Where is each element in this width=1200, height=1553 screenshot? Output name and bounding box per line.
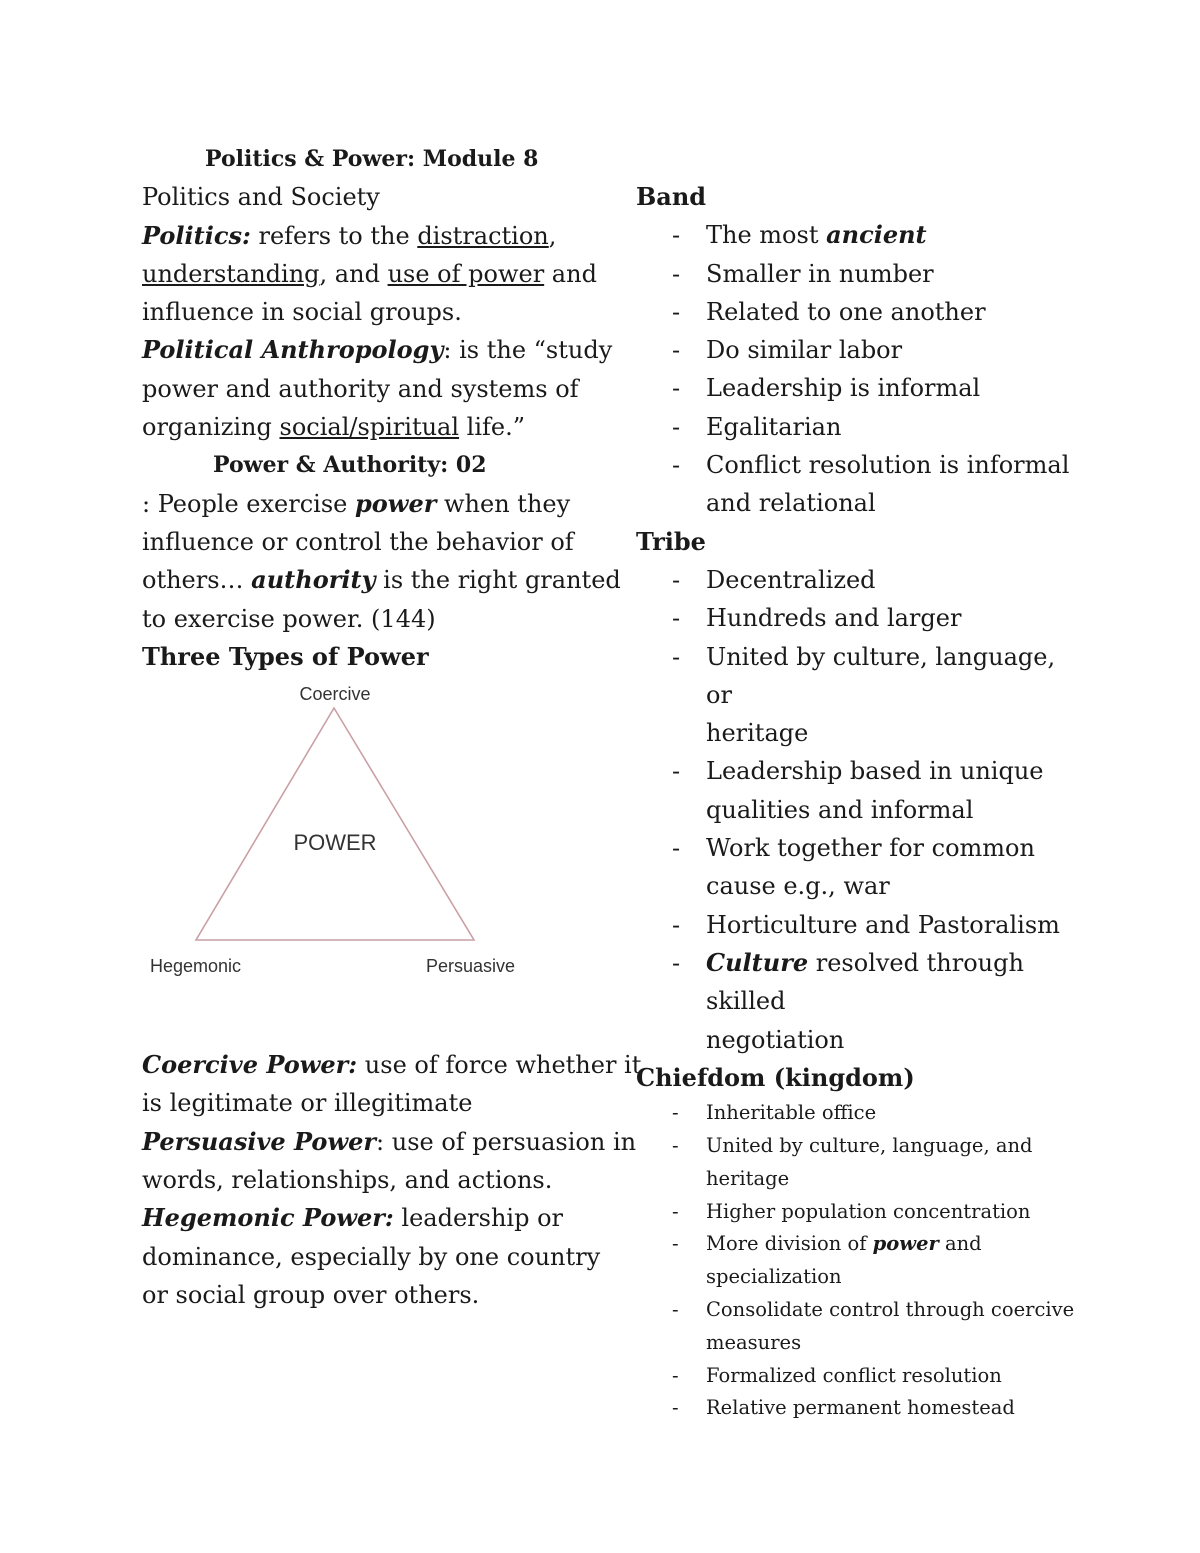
section-heading-politics-society: Politics and Society [142, 183, 380, 212]
text: The most [706, 221, 827, 250]
tribe-heading: Tribe [636, 526, 706, 556]
text: and relational [706, 489, 876, 518]
political-anthropology-term: Political Anthropology [142, 335, 444, 365]
text: cause e.g., war [706, 872, 890, 901]
list-item [636, 408, 1076, 446]
coercive-definition-line-1 [142, 1046, 642, 1084]
text: , [548, 221, 557, 250]
hegemonic-definition-line-1 [142, 1199, 562, 1237]
politics-definition-line-1 [142, 217, 562, 255]
text: Related to one another [706, 297, 986, 326]
right-column [636, 178, 1076, 1425]
tribe-list [636, 561, 1076, 1059]
text: heritage [706, 719, 809, 748]
text: specialization [706, 1265, 842, 1289]
power-authority-line-4: to exercise power. (144) [142, 604, 436, 633]
text: Decentralized [706, 565, 876, 594]
list-item [636, 1360, 1076, 1393]
dash: - [672, 834, 681, 863]
list-item [636, 561, 1076, 599]
term-authority: authority [251, 565, 376, 595]
dash: - [672, 451, 681, 480]
chiefdom-heading: Chiefdom (kingdom) [636, 1062, 915, 1092]
text: : People exercise [142, 489, 355, 518]
hegemonic-term: Hegemonic Power: [142, 1203, 394, 1233]
text: and [938, 1232, 982, 1256]
term-ancient: ancient [826, 220, 927, 250]
term-power: power [872, 1232, 939, 1256]
text: resolved through skilled [706, 948, 1024, 1016]
text: , and [319, 259, 388, 288]
text: Hundreds and larger [706, 604, 962, 633]
text: Relative permanent homestead [706, 1396, 1015, 1420]
text: when they [436, 489, 571, 518]
underlined-distraction: distraction [417, 221, 549, 250]
label-hegemonic: Hegemonic [150, 956, 242, 977]
text: Leadership based in unique [706, 757, 1044, 786]
list-item [636, 638, 1076, 753]
document-title: Politics & Power: Module 8 [205, 146, 539, 172]
list-item [636, 446, 1076, 523]
text: Horticulture and Pastoralism [706, 910, 1060, 939]
power-authority-line-3 [142, 561, 621, 599]
band-heading: Band [636, 182, 707, 211]
political-anthropology-line-2: power and authority and systems of [142, 374, 579, 403]
text: is the right granted [375, 566, 621, 595]
politics-term: Politics: [142, 220, 251, 250]
text: heritage [706, 1166, 790, 1190]
dash: - [672, 910, 681, 939]
coercive-definition-line-2: is legitimate or illegitimate [142, 1089, 473, 1118]
dash: - [672, 1101, 679, 1125]
underlined-social-spiritual: social/spiritual [279, 413, 460, 442]
dash: - [672, 336, 681, 365]
dash: - [672, 1363, 679, 1387]
text: negotiation [706, 1025, 845, 1054]
text: life.” [459, 413, 526, 442]
hegemonic-definition-line-2: dominance, especially by one country [142, 1242, 601, 1271]
chiefdom-list [636, 1097, 1076, 1425]
list-item [636, 944, 1076, 1059]
text: Consolidate control through coercive [706, 1297, 1075, 1321]
dash: - [672, 642, 681, 671]
text: organizing [142, 413, 280, 442]
label-persuasive: Persuasive [426, 956, 516, 977]
list-item [636, 599, 1076, 637]
list-item [636, 829, 1076, 906]
text: and [544, 259, 597, 288]
dash: - [672, 604, 681, 633]
text: : is the “study [443, 336, 613, 365]
list-item [636, 1228, 1076, 1294]
text: Egalitarian [706, 412, 842, 441]
text: qualities and informal [706, 795, 974, 824]
text: Smaller in number [706, 259, 934, 288]
dash: - [672, 1232, 679, 1256]
list-item [636, 1130, 1076, 1196]
list-item [636, 1097, 1076, 1130]
coercive-term: Coercive Power: [142, 1050, 358, 1080]
list-item [636, 906, 1076, 944]
power-authority-line-1 [142, 485, 571, 523]
power-authority-line-2: influence or control the behavior of [142, 527, 574, 556]
band-list [636, 216, 1076, 522]
list-item [636, 293, 1076, 331]
text: United by culture, language, or [706, 642, 1056, 709]
text: measures [706, 1330, 802, 1354]
text: : use of persuasion in [376, 1127, 637, 1156]
dash: - [672, 1297, 679, 1321]
subtitle-power-authority: Power & Authority: 02 [213, 452, 487, 479]
dash: - [672, 259, 681, 288]
text: Higher population concentration [706, 1199, 1031, 1223]
left-column [142, 140, 642, 1314]
text: Conflict resolution is informal [706, 451, 1070, 480]
text: others… [142, 566, 252, 595]
dash: - [672, 297, 681, 326]
text: leadership or [393, 1204, 563, 1233]
text: United by culture, language, and [706, 1133, 1033, 1157]
list-item [636, 1294, 1076, 1360]
underlined-use-of-power: use of power [387, 259, 545, 288]
triangle-svg [142, 676, 562, 1046]
power-triangle-diagram [142, 676, 562, 1046]
political-anthropology-line-3 [142, 408, 562, 446]
text: Inheritable office [706, 1101, 877, 1125]
list-item [636, 369, 1076, 407]
text: use of force whether it [357, 1051, 642, 1080]
dash: - [672, 221, 681, 250]
text: Do similar labor [706, 336, 903, 365]
label-power: POWER [293, 830, 377, 856]
term-power: power [355, 488, 437, 518]
political-anthropology-line-1 [142, 331, 613, 369]
dash: - [672, 1396, 679, 1420]
persuasive-definition-line-1 [142, 1123, 637, 1161]
dash: - [672, 412, 681, 441]
underlined-understanding: understanding [142, 259, 320, 288]
list-item [636, 1196, 1076, 1229]
persuasive-definition-line-2: words, relationships, and actions. [142, 1166, 553, 1195]
dash: - [672, 1133, 679, 1157]
dash: - [672, 1199, 679, 1223]
hegemonic-definition-line-3: or social group over others. [142, 1280, 480, 1309]
list-item [636, 216, 1076, 254]
dash: - [672, 948, 681, 977]
list-item [636, 752, 1076, 829]
list-item [636, 331, 1076, 369]
politics-definition-line-2 [142, 255, 597, 293]
text: Leadership is informal [706, 374, 981, 403]
persuasive-term: Persuasive Power [142, 1126, 377, 1156]
three-types-heading: Three Types of Power [142, 641, 429, 671]
dash: - [672, 374, 681, 403]
list-item [636, 1392, 1076, 1425]
label-coercive: Coercive [299, 684, 371, 705]
text: More division of [706, 1232, 873, 1256]
dash: - [672, 757, 681, 786]
text: Work together for common [706, 834, 1035, 863]
term-culture: Culture [706, 947, 809, 977]
list-item [636, 255, 1076, 293]
triangle-shape [196, 708, 474, 940]
dash: - [672, 565, 681, 594]
politics-definition-line-3: influence in social groups. [142, 298, 462, 327]
text: Formalized conflict resolution [706, 1363, 1002, 1387]
text: refers to the [250, 221, 418, 250]
